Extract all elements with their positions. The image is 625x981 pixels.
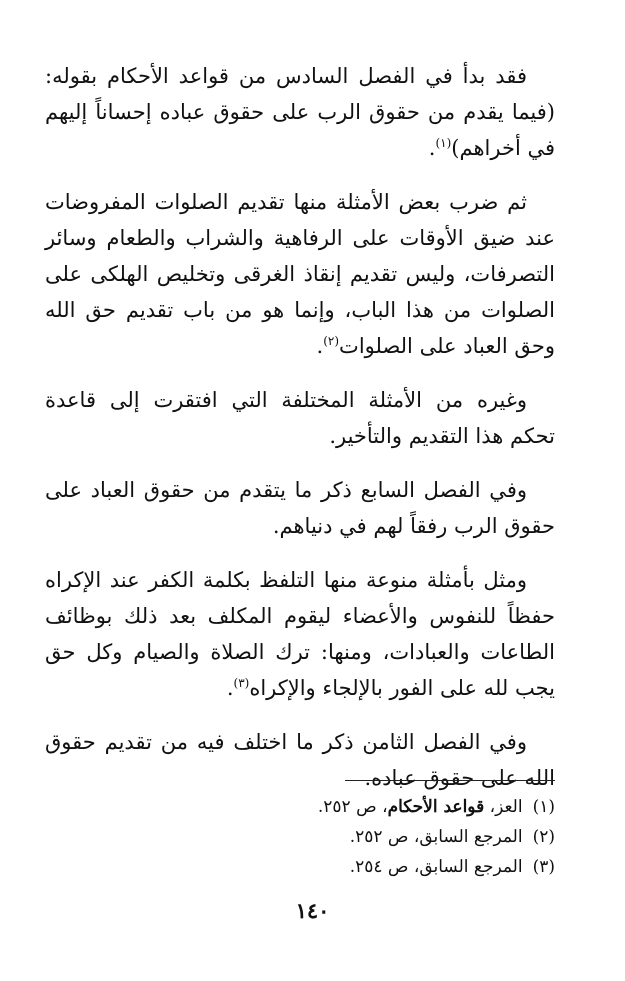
body-text [45,58,555,814]
paragraph-tail: . [428,136,436,160]
footnote-text-end: ، ص ٢٥٢. [317,797,388,817]
paragraph-text: ومثل بأمثلة منوعة منها التلفظ بكلمة الكفر عند الإكراه حفظاً للنفوس والأعضاء ليقوم المكلف بعد ذلك بوظائف الطاعات والعبادات، ومنها: ترك الصلاة والصيام وكل حق يجب لله على الفور بالإلجاء والإكراه [45,568,555,700]
footnote-ref-2: (٢) [323,334,340,348]
footnote-text: المرجع السابق، ص ٢٥٤. [349,857,523,877]
footnote-book-title: قواعد الأحكام [387,797,485,817]
paragraph-text: وفي الفصل الثامن ذكر ما اختلف فيه من تقديم حقوق الله على حقوق عباده. [45,730,555,790]
footnote-2 [45,822,555,852]
footnote-ref-1: (١) [435,136,452,150]
page-number: ١٤٠ [295,898,330,923]
footnote-1 [45,792,555,822]
footnote-number: (٣) [532,857,555,877]
paragraph-6 [45,724,555,796]
paragraph-text: ثم ضرب بعض الأمثلة منها تقديم الصلوات المفروضات عند ضيق الأوقات على الرفاهية والشراب والطعام وسائر التصرفات، وليس تقديم إنقاذ الغرقى وتخليص الهلكى على الصلوات من هذا الباب، وإنما هو من باب تقديم حق الله وحق العباد على الصلوات [45,190,555,358]
footnote-text: العز، [484,797,523,817]
footnote-number: (١) [532,797,555,817]
paragraph-tail: . [226,676,234,700]
paragraph-2 [45,184,555,364]
footnote-divider [345,780,555,781]
paragraph-text: فقد بدأ في الفصل السادس من قواعد الأحكام بقوله: (فيما يقدم من حقوق الرب على حقوق عباده إحساناً إليهم في أخراهم) [45,64,555,160]
footnote-3 [45,852,555,882]
footnote-ref-3: (٣) [233,676,250,690]
footnote-number: (٢) [532,827,555,847]
paragraph-3 [45,382,555,454]
paragraph-tail: . [316,334,324,358]
paragraph-text: وغيره من الأمثلة المختلفة التي افتقرت إلى قاعدة تحكم هذا التقديم والتأخير. [45,388,555,448]
paragraph-4 [45,472,555,544]
paragraph-5 [45,562,555,706]
footnotes [45,792,555,882]
paragraph-text: وفي الفصل السابع ذكر ما يتقدم من حقوق العباد على حقوق الرب رفقاً لهم في دنياهم. [45,478,555,538]
paragraph-1 [45,58,555,166]
footnote-text: المرجع السابق، ص ٢٥٢. [349,827,523,847]
